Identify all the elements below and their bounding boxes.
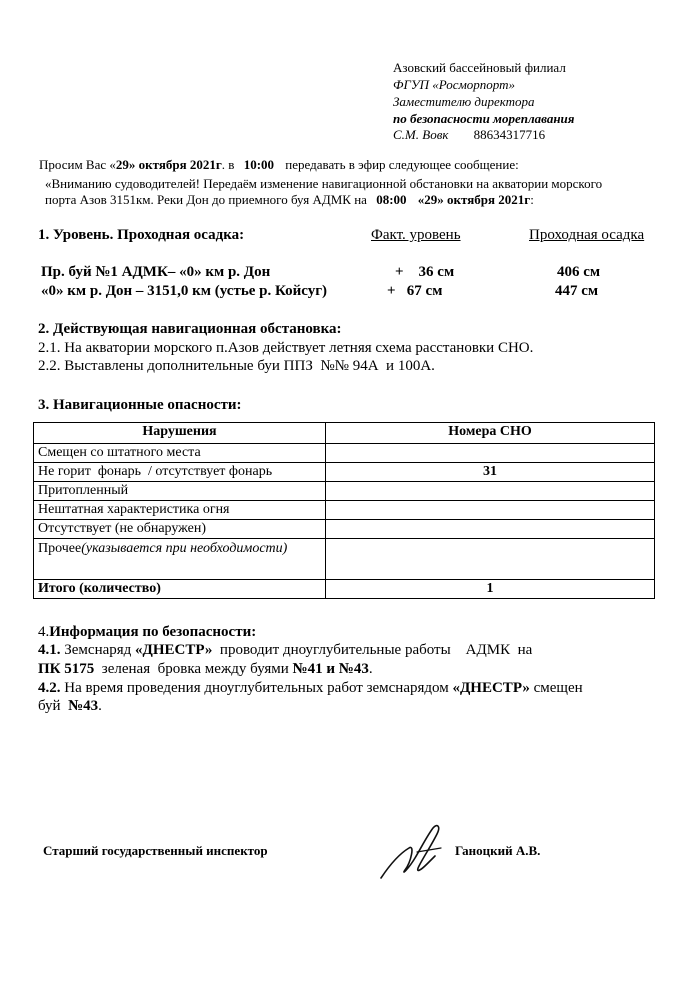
intro-line-3 [45,192,534,208]
table-cell-other [34,539,326,580]
header-recipient: Заместителю директора [393,94,535,109]
section1-row2-label: «0» км р. Дон – 3151,0 км (устье р. Койсуг) [41,283,328,299]
section4-p2-b: смещен [529,680,583,696]
section1-row2-draft: 447 см [555,283,599,299]
signature-name: Ганоцкий А.В. [455,843,541,858]
intro-date: 29» октября 2021г [115,157,222,172]
section3-title: 3. Навигационные опасности: [38,397,242,413]
header-phone: 88634317716 [473,127,546,142]
table-row-total [34,580,655,599]
section2-item-1: 2.1. На акватории морского п.Азов действует летняя схема расстановки СНО. [38,340,534,356]
section1-col-fact: Факт. уровень [371,227,461,243]
intro-time: 10:00 [243,157,275,172]
table-cell-numbers [326,501,655,520]
table-row [34,463,655,482]
section1-row2-level: + 67 см [387,283,443,299]
section4-p2-line2 [38,698,102,715]
table-header-row [34,423,655,444]
header-department: по безопасности мореплавания [393,111,575,126]
header-name: С.М. Вовк [393,127,449,142]
section1-row1-level: + 36 см [395,264,455,280]
table-cell-numbers [326,539,655,580]
section4-p2-a: На время проведения дноуглубительных работ земснарядом [60,680,453,696]
other-label: Прочее [38,541,82,556]
section4-p1-end: . [368,661,373,677]
table-cell-violation: Не горит фонарь / отсутствует фонарь [34,463,326,482]
table-cell-numbers: 31 [326,463,655,482]
section4-p2-ship: «ДНЕСТР» [452,680,530,696]
section4-title-num: 4. [38,624,50,640]
section2-item-2: 2.2. Выставлены дополнительные буи ППЗ №№ 94А и 100А. [38,358,435,374]
table-row [34,520,655,539]
section4-p1-c: зеленая бровка между буями [94,661,293,677]
intro-date-2: «29» октября 2021г [417,192,531,207]
section4-title-text: Информация по безопасности: [49,624,257,640]
table-cell-numbers [326,482,655,501]
table-cell-violation: Смещен со штатного места [34,444,326,463]
table-cell-total-label: Итого (количество) [34,580,326,599]
intro-line-1 [39,157,519,173]
table-cell-violation: Отсутствует (не обнаружен) [34,520,326,539]
section4-p1-b: проводит дноуглубительные работы АДМК на [212,642,533,658]
section4-p1-num: 4.1. [38,642,61,658]
table-cell-violation: Нештатная характеристика огня [34,501,326,520]
section4-p2-line1 [38,680,583,697]
section4-p1-buoy43: №43 [338,661,369,677]
header-branch: Азовский бассейновый филиал [393,60,566,75]
hazards-table [33,422,655,599]
section4-p2-buoy: №43 [68,698,99,714]
intro-time-2: 08:00 [376,192,407,207]
table-cell-numbers [326,444,655,463]
table-header-numbers: Номера СНО [326,423,655,444]
section4-p2-end: . [98,698,102,714]
intro-text-d: порта Азов 3151км. Реки Дон до приемного буя АДМК на [45,192,367,207]
intro-text-c: передавать в эфир следующее сообщение: [285,157,519,172]
table-row [34,501,655,520]
section4-p2-c: буй [38,698,65,714]
table-row-other [34,539,655,580]
other-note: (указывается при необходимости) [81,541,288,556]
section4-p1-buoy41: №41 и [292,661,336,677]
header-contact [393,126,545,143]
table-cell-numbers [326,520,655,539]
intro-text-a: Просим Вас « [39,157,116,172]
signature-position: Старший государственный инспектор [43,843,268,858]
table-cell-total-value: 1 [326,580,655,599]
section4-p1-ship: «ДНЕСТР» [135,642,213,658]
section4-p1-pk: ПК 5175 [38,661,95,677]
table-row [34,482,655,501]
intro-end: : [530,192,534,207]
section4-p1-line2 [38,661,373,678]
intro-line-2: «Вниманию судоводителей! Передаём изменение навигационной обстановки на акватории морского [45,176,603,191]
section4-p1-a: Земснаряд [60,642,136,658]
section4-p2-num: 4.2. [38,680,61,696]
table-row [34,444,655,463]
section1-title: 1. Уровень. Проходная осадка: [38,227,245,243]
header-company: ФГУП «Росморпорт» [393,77,515,92]
table-cell-violation: Притопленный [34,482,326,501]
table-header-violation: Нарушения [34,423,326,444]
section1-row1-draft: 406 см [557,264,601,280]
section4-p1-line1 [38,642,532,659]
section1-row1-label: Пр. буй №1 АДМК– «0» км р. Дон [41,264,271,280]
section2-title: 2. Действующая навигационная обстановка: [38,321,342,337]
signature-scribble [375,818,455,884]
section4-title [38,624,256,641]
intro-text-b: . в [221,157,235,172]
section1-col-draft: Проходная осадка [529,227,645,243]
